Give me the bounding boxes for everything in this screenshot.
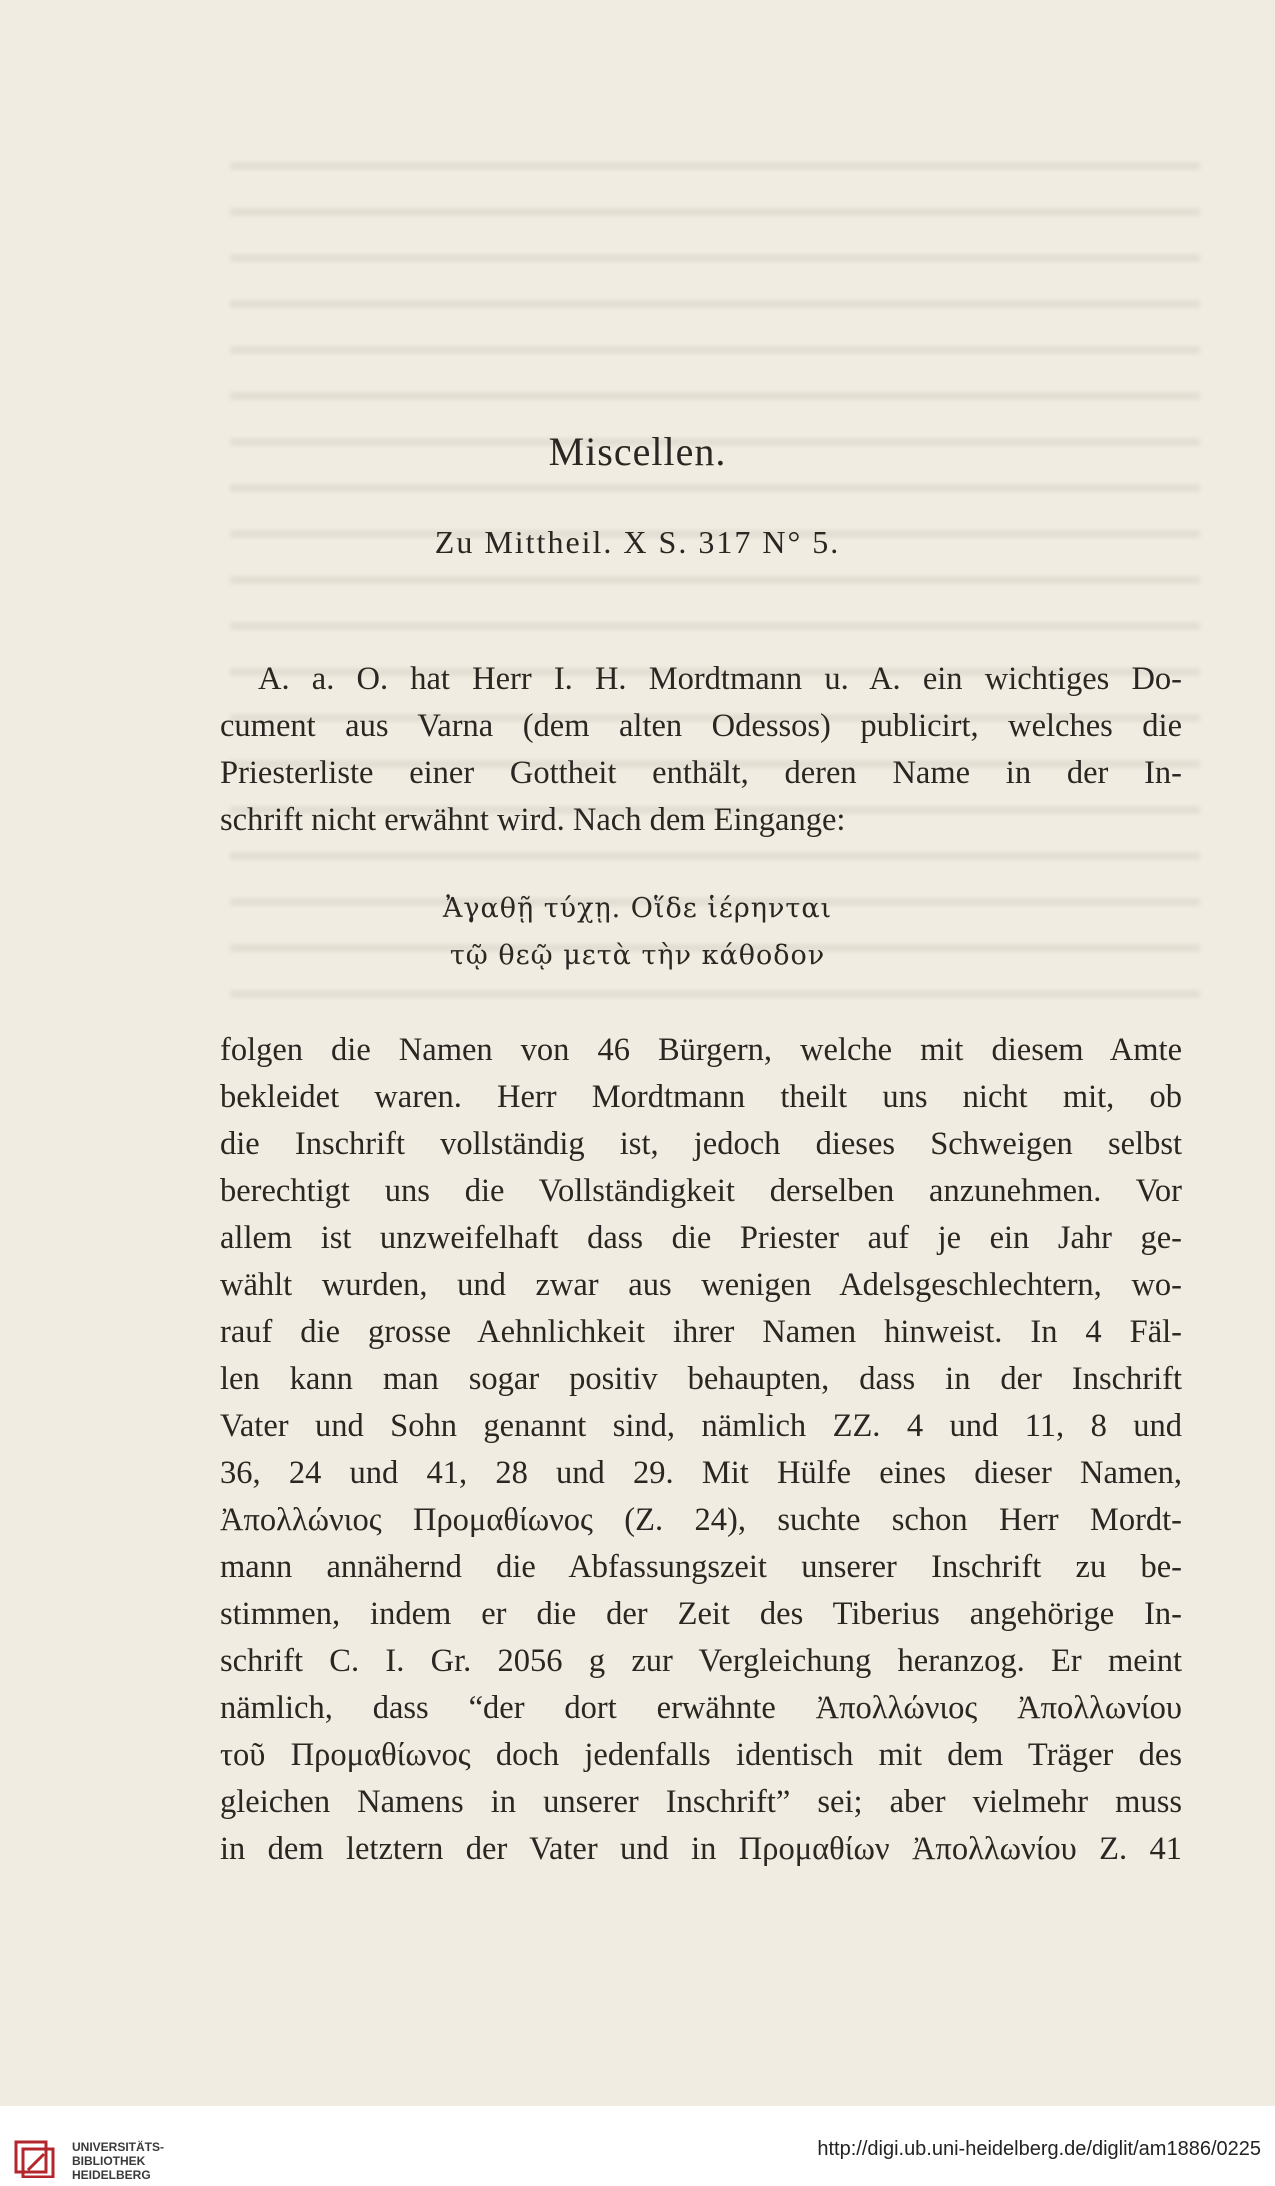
text-line: wählt wurden, und zwar aus wenigen Adelsgeschlechtern, wo- (220, 1267, 1182, 1303)
library-name-line: HEIDELBERG (72, 2168, 151, 2182)
text-line: 36, 24 und 41, 28 und 29. Mit Hülfe eines dieser Namen, (220, 1455, 1182, 1491)
paragraph-2 (220, 1027, 1182, 1873)
article-title: Miscellen. (548, 429, 727, 474)
text-line: bekleidet waren. Herr Mordtmann theilt uns nicht mit, ob (220, 1079, 1182, 1115)
text-line: schrift nicht erwähnt wird. Nach dem Eingange: (220, 802, 846, 838)
text-line: Vater und Sohn genannt sind, nämlich ZZ. 4 und 11, 8 und (220, 1408, 1182, 1444)
greek-quote-line-2: τῷ θεῷ μετὰ τὴν κάθοδον (449, 940, 826, 971)
text-line: mann annähernd die Abfassungszeit unserer Inschrift zu be- (220, 1549, 1182, 1585)
text-line: stimmen, indem er die der Zeit des Tiberius angehörige In- (220, 1596, 1182, 1632)
library-name (72, 2140, 164, 2182)
text-line: cument aus Varna (dem alten Odessos) publicirt, welches die (220, 708, 1182, 744)
text-line: nämlich, dass “der dort erwähnte Ἀπολλώνιος Ἀπολλωνίου (220, 1690, 1182, 1726)
text-line: allem ist unzweifelhaft dass die Priester auf je ein Jahr ge- (220, 1220, 1182, 1256)
text-line: Ἀπολλώνιος Προμαθίωνος (Z. 24), suchte schon Herr Mordt- (220, 1502, 1182, 1538)
text-line: in dem letztern der Vater und in Προμαθίων Ἀπολλωνίου Z. 41 (220, 1831, 1182, 1867)
text-line: Priesterliste einer Gottheit enthält, deren Name in der In- (220, 755, 1182, 791)
greek-quote-line-1: Ἀγαθῇ τύχῃ. Οἵδε ἱέρηνται (442, 893, 833, 924)
paragraph-1 (220, 656, 1182, 844)
text-line: A. a. O. hat Herr I. H. Mordtmann u. A. ein wichtiges Do- (258, 661, 1182, 697)
library-name-line: BIBLIOTHEK (72, 2154, 146, 2168)
bleed-through-texture (230, 140, 1200, 1020)
text-line: berechtigt uns die Vollständigkeit derselben anzunehmen. Vor (220, 1173, 1182, 1209)
text-line: rauf die grosse Aehnlichkeit ihrer Namen hinweist. In 4 Fäl- (220, 1314, 1182, 1350)
text-line: gleichen Namens in unserer Inschrift” sei; aber vielmehr muss (220, 1784, 1182, 1820)
source-url[interactable]: http://digi.ub.uni-heidelberg.de/diglit/am1886/0225 (817, 2138, 1261, 2160)
text-line: die Inschrift vollständig ist, jedoch dieses Schweigen selbst (220, 1126, 1182, 1162)
text-line: folgen die Namen von 46 Bürgern, welche mit diesem Amte (220, 1032, 1182, 1068)
article-subtitle: Zu Mittheil. X S. 317 N° 5. (434, 524, 841, 560)
library-logo-icon (14, 2140, 60, 2178)
text-line: len kann man sogar positiv behaupten, dass in der Inschrift (220, 1361, 1182, 1397)
text-line: schrift C. I. Gr. 2056 g zur Vergleichung heranzog. Er meint (220, 1643, 1182, 1679)
text-line: τοῦ Προμαθίωνος doch jedenfalls identisch mit dem Träger des (220, 1737, 1182, 1773)
library-name-line: UNIVERSITÄTS- (72, 2140, 165, 2154)
